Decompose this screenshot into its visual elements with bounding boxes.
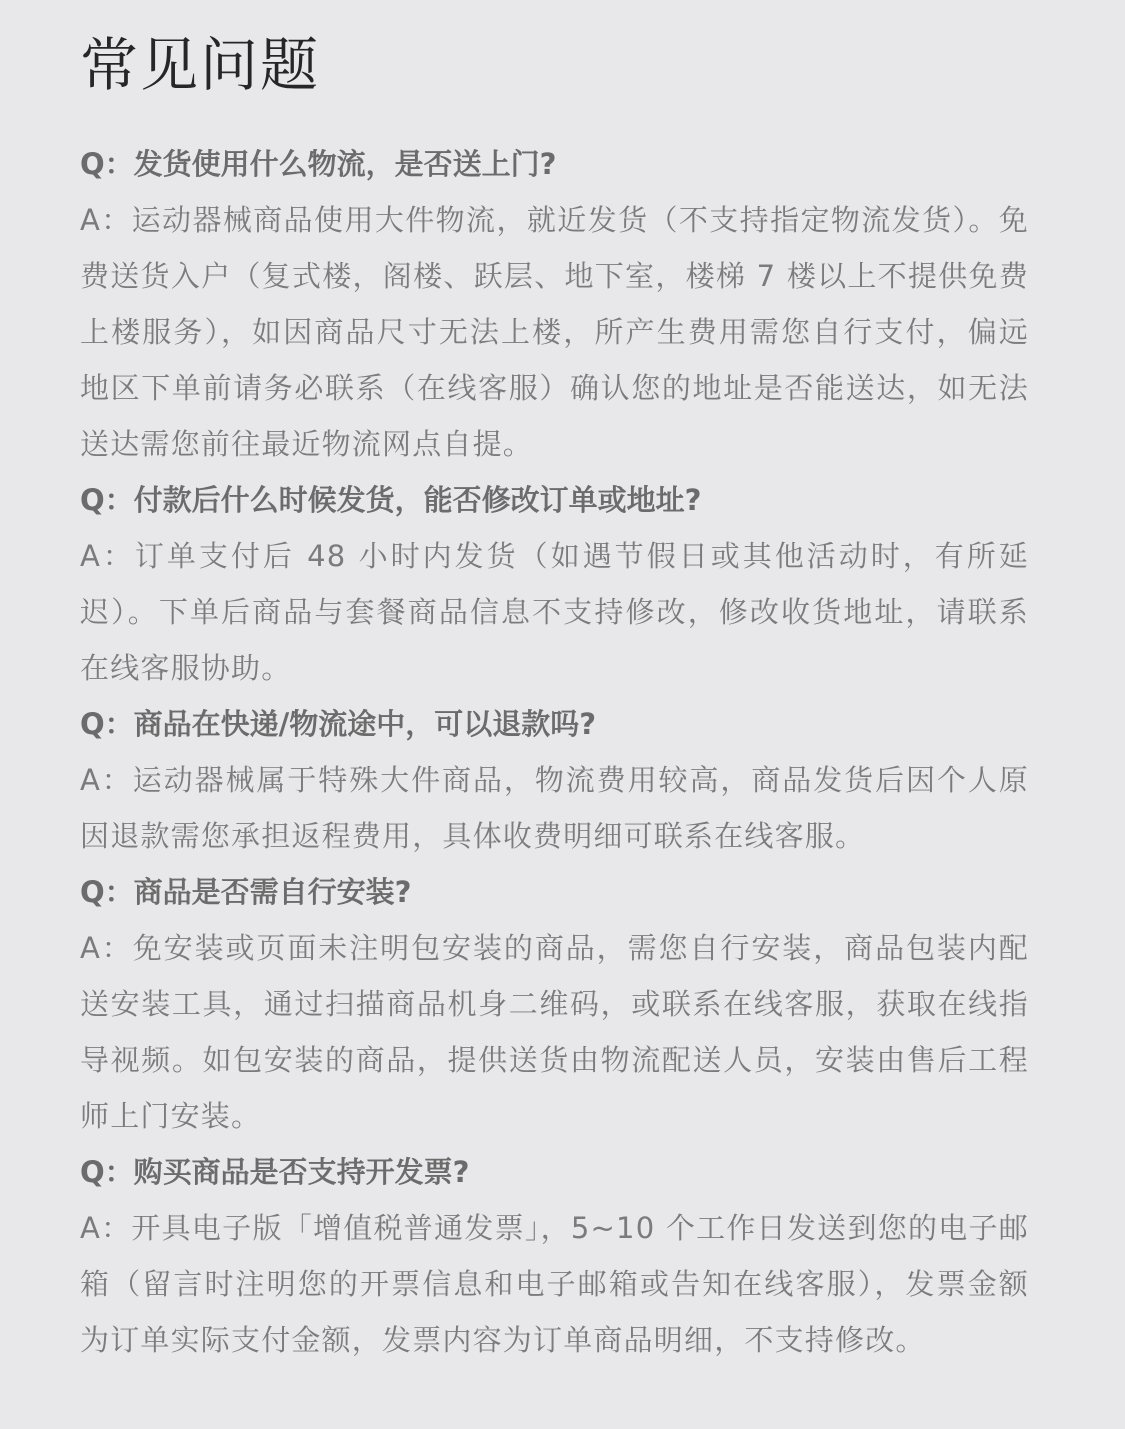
faq-item [80,864,1029,1144]
faq-item [80,1144,1029,1368]
faq-answer: A：免安装或页面未注明包安装的商品，需您自行安装，商品包装内配送安装工具，通过扫描商品机身二维码，或联系在线客服，获取在线指导视频。如包安装的商品，提供送货由物流配送人员，安装由售后工程师上门安装。 [80,931,1029,1133]
faq-answer: A：订单支付后 48 小时内发货（如遇节假日或其他活动时，有所延迟）。下单后商品与套餐商品信息不支持修改，修改收货地址，请联系在线客服协助。 [80,539,1029,685]
page-title: 常见问题 [80,31,321,99]
faq-question: Q：发货使用什么物流，是否送上门? [80,147,557,181]
faq-answer: A：运动器械商品使用大件物流，就近发货（不支持指定物流发货）。免费送货入户（复式楼，阁楼、跃层、地下室，楼梯 7 楼以上不提供免费上楼服务），如因商品尺寸无法上楼，所产生费用需您自行支付，偏远地区下单前请务必联系（在线客服）确认您的地址是否能送达，如无法送达需您前往最近物流网点自提。 [80,203,1029,461]
faq-question: Q：商品是否需自行安装? [80,875,412,909]
faq-item [80,136,1029,472]
faq-item [80,696,1029,864]
faq-question: Q：购买商品是否支持开发票? [80,1155,470,1189]
faq-answer: A：运动器械属于特殊大件商品，物流费用较高，商品发货后因个人原因退款需您承担返程费用，具体收费明细可联系在线客服。 [80,763,1029,853]
faq-answer: A：开具电子版「增值税普通发票」，5~10 个工作日发送到您的电子邮箱（留言时注明您的开票信息和电子邮箱或告知在线客服），发票金额为订单实际支付金额，发票内容为订单商品明细，不支持修改。 [80,1211,1029,1357]
faq-item [80,472,1029,696]
faq-question: Q：商品在快递/物流途中，可以退款吗? [80,707,597,741]
faq-question: Q：付款后什么时候发货，能否修改订单或地址? [80,483,702,517]
faq-list [80,136,1029,1368]
